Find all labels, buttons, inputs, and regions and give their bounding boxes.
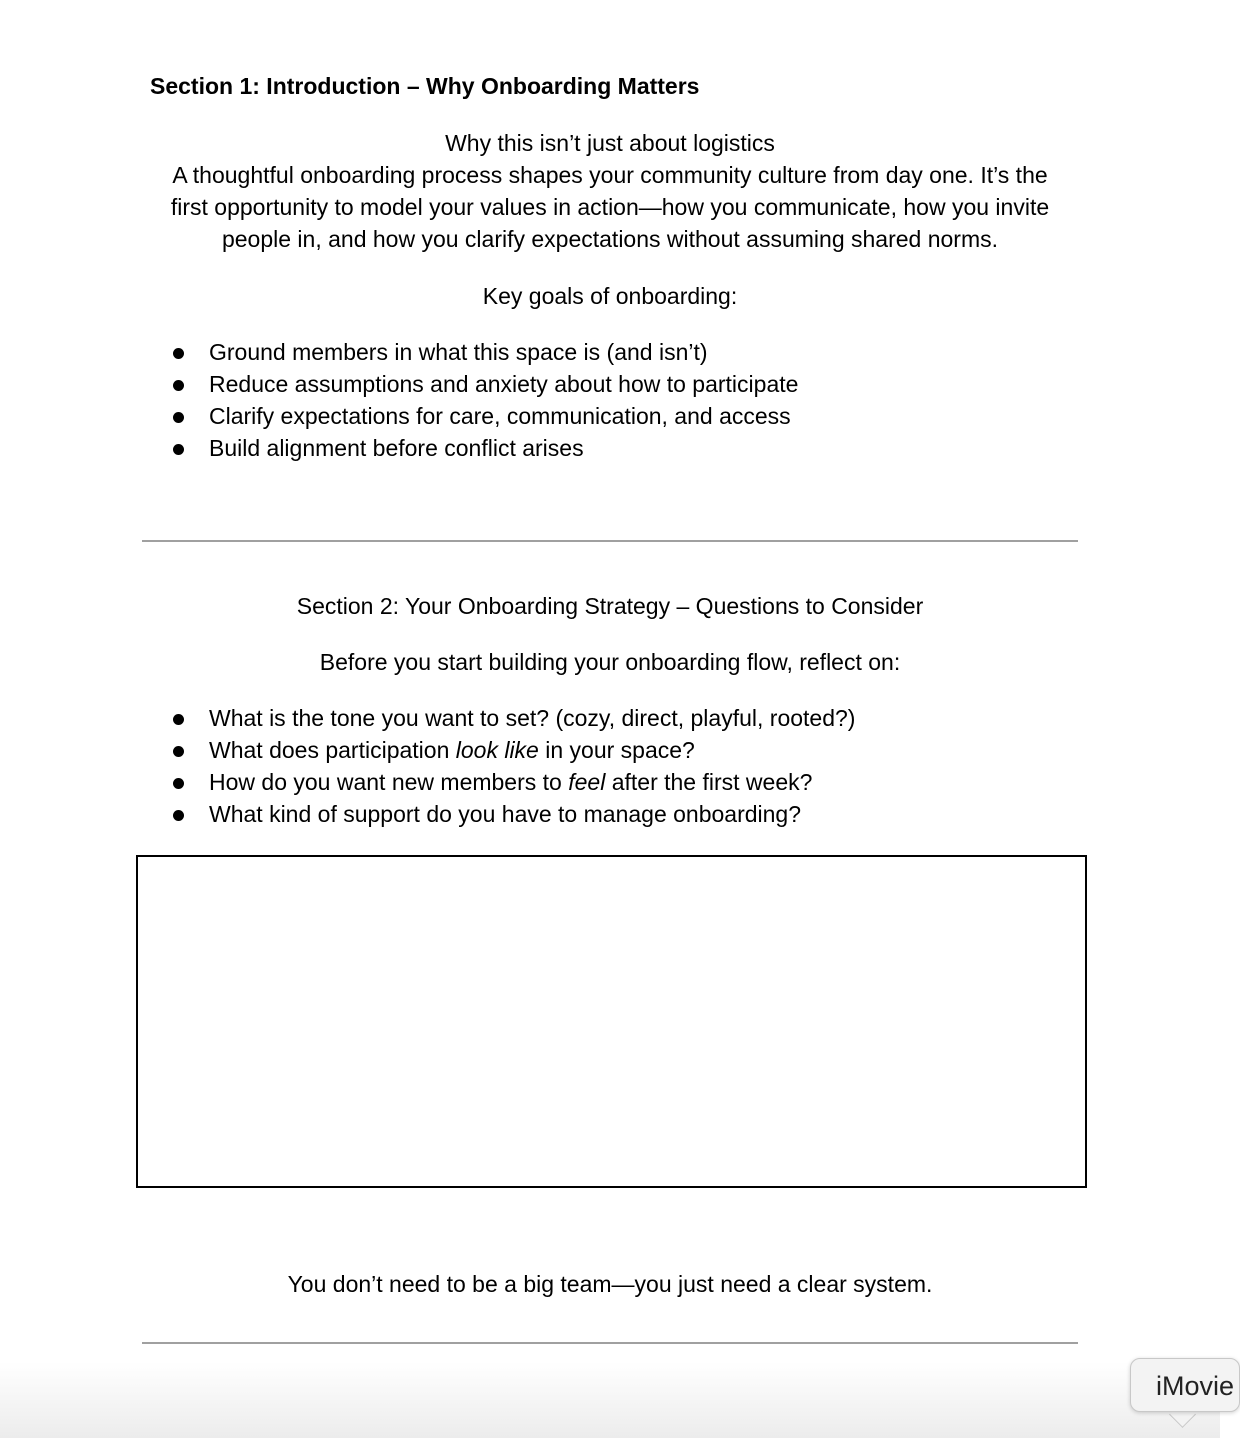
- list-item-text: after the first week?: [605, 769, 813, 795]
- emphasis-text: feel: [568, 769, 606, 795]
- list-item: [150, 702, 855, 734]
- list-item: [150, 798, 855, 830]
- list-item: [150, 400, 798, 432]
- reflection-text-box[interactable]: [136, 855, 1087, 1188]
- section-1-paragraph: [130, 159, 1090, 255]
- section-1-title: Section 1: Introduction – Why Onboarding Matters: [150, 73, 700, 99]
- bullet-icon: [173, 380, 184, 391]
- list-item-text: Reduce assumptions and anxiety about how to participate: [209, 371, 799, 397]
- closing-statement: You don’t need to be a big team—you just need a clear system.: [287, 1271, 933, 1297]
- emphasis-text: look like: [455, 737, 539, 763]
- list-item-text: Ground members in what this space is (and isn’t): [209, 339, 708, 365]
- bullet-icon: [173, 444, 184, 455]
- list-item-text: Build alignment before conflict arises: [209, 435, 584, 461]
- bullet-icon: [173, 348, 184, 359]
- questions-list: [150, 702, 855, 830]
- list-item-text: in your space?: [538, 737, 695, 763]
- section-2-title: Section 2: Your Onboarding Strategy – Questions to Consider: [296, 593, 924, 619]
- list-item: [150, 766, 855, 798]
- bullet-icon: [173, 714, 184, 725]
- list-item: [150, 336, 798, 368]
- list-item: [150, 734, 855, 766]
- list-item-text: Clarify expectations for care, communication, and access: [209, 403, 791, 429]
- bullet-icon: [173, 412, 184, 423]
- paragraph-line: A thoughtful onboarding process shapes your community culture from day one. It’s the: [172, 162, 1048, 188]
- list-item-text: How do you want new members to: [209, 769, 569, 795]
- bullet-icon: [173, 746, 184, 757]
- paragraph-line: first opportunity to model your values in action—how you communicate, how you invite: [170, 194, 1050, 220]
- list-item-text: What is the tone you want to set? (cozy, direct, playful, rooted?): [209, 705, 856, 731]
- list-item-text: What kind of support do you have to manage onboarding?: [209, 801, 802, 827]
- goals-list: [150, 336, 798, 464]
- list-item: [150, 368, 798, 400]
- section-2-intro: Before you start building your onboarding flow, reflect on:: [319, 649, 901, 675]
- section-1-subheading: Why this isn’t just about logistics: [445, 130, 775, 156]
- paragraph-line: people in, and how you clarify expectations without assuming shared norms.: [221, 226, 999, 252]
- goals-heading: Key goals of onboarding:: [482, 283, 738, 309]
- horizontal-divider: [142, 540, 1078, 542]
- bullet-icon: [173, 778, 184, 789]
- horizontal-divider: [142, 1342, 1078, 1344]
- bullet-icon: [173, 810, 184, 821]
- list-item: [150, 432, 798, 464]
- dock-bar: [0, 1362, 1220, 1438]
- list-item-text: What does participation: [209, 737, 456, 763]
- dock-tooltip: iMovie: [1130, 1358, 1240, 1412]
